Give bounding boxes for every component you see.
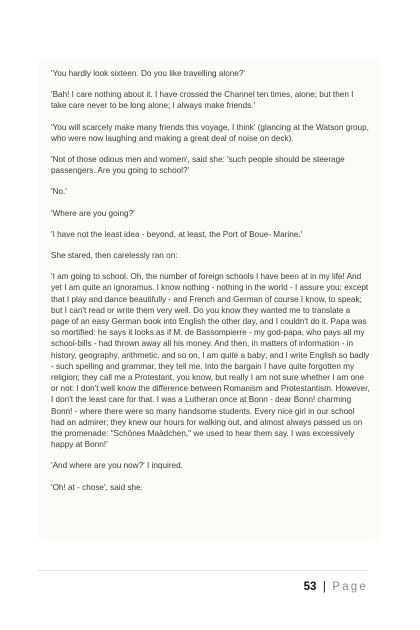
page-separator: |	[322, 581, 326, 593]
paragraph: 'You will scarcely make many friends this voyage, I think' (glancing at the Watson group, who were now laughing and making a great deal of noise on deck).	[51, 122, 369, 143]
footer-divider	[38, 570, 368, 571]
page-number: 53	[303, 581, 317, 593]
paragraph: 'No.'	[51, 187, 67, 197]
page-label: Page	[332, 581, 368, 593]
paragraph: 'Oh! at - chose', said she.	[51, 482, 143, 492]
paragraph: 'I have not the least idea - beyond, at least, the Port of Boue- Marine.'	[51, 229, 303, 239]
paragraph: 'And where are you now?' I inquired.	[51, 461, 183, 471]
paragraph: 'I am going to school. Oh, the number of foreign schools I have been at in my life! And yet I am quite an ignoramus. I know nothing - nothing in the world - I assure you; except that I play and dance beautifully - and French and German of course I know, to speak; but I can't read or write them very well. Do you know they wanted me to translate a page of an easy German book into English the other day, and I couldn't do it. Papa was so mortified: he says it looks as if M. de Bassompierre - my god-papa, who pays all my school-bills - had thrown away all his money. And then, in matters of information - in history, geography, arithmetic, and so on, I am quite a baby; and I write English so badly - such spelling and grammar, they tell me. Into the bargain I have quite forgotten my religion; they call me a Protestant, you know, but really I am not sure whether I am one or not: I don't well know the difference between Romanism and Protestantism. However, I don't the least care for that. I was a Lutheran once at Bonn - dear Bonn! charming Bonn! - where there were so many handsome students. Every nice girl in our school had an admirer; they knew our hours for walking out, and almost always passed us on the promenade: "Schönes Maädchen," we used to hear them say. I was excessively happy at Bonn!'	[51, 272, 370, 450]
paragraph: 'You hardly look sixteen. Do you like travelling alone?'	[51, 69, 245, 78]
paragraph: She stared, then carelessly ran on:	[51, 251, 178, 261]
page-footer	[304, 577, 368, 595]
paragraph: 'Where are you going?'	[51, 208, 135, 218]
text-body	[51, 68, 370, 503]
paragraph: 'Bah! I care nothing about it. I have crossed the Channel ten times, alone; but then I take care never to be long alone; I always make friends.'	[51, 90, 354, 111]
paragraph: 'Not of those odious men and women', said she: 'such people should be steerage passengers. Are you going to school?'	[51, 155, 345, 176]
